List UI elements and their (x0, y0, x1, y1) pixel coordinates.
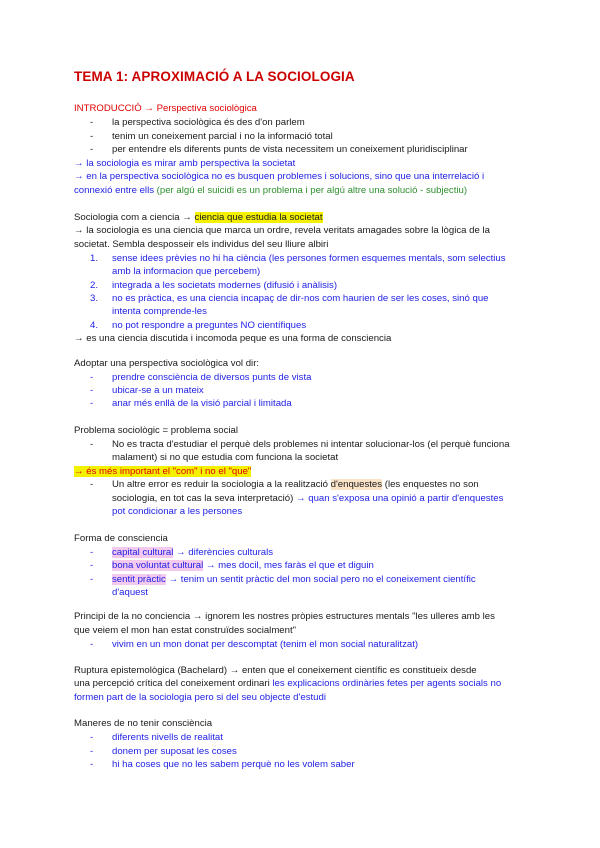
adoptar-bullet: - ubicar-se a un mateix (90, 385, 204, 396)
adoptar-heading: Adoptar una perspectiva sociològica vol dir: (74, 358, 260, 369)
forma-bullet-cont: d'aquest (112, 587, 148, 598)
ciencia-list-item: 2. integrada a les societats modernes (difusió i anàlisis) (90, 280, 338, 291)
ciencia-list-item: 3. no es pràctica, es una ciencia incapaç de dir-nos com haurien de ser les coses, sinó que (90, 293, 489, 304)
intro-arrow-line-cont: connexió entre ells (per algú el suicidi es un problema i per algú altre una solució - subjectiu) (74, 185, 468, 196)
principi-bullet: - vivim en un mon donat per descomptat (tenim el mon social naturalitzat) (90, 639, 419, 650)
adoptar-bullet: - anar més enllà de la visió parcial i limitada (90, 398, 292, 409)
ciencia-list-item: 1. sense idees prèvies no hi ha ciència (les persones formen esquemes mentals, som selectius (90, 253, 506, 264)
ruptura-paragraph: una percepció crítica del coneixement ordinari les explicacions ordinàries fetes per agents socials no (74, 678, 502, 689)
problema-heading: Problema sociològic = problema social (74, 425, 238, 436)
forma-bullet: - sentit pràctic → tenim un sentit pràctic del mon social pero no el coneixement científic (90, 574, 476, 585)
problema-bullet: - Un altre error es reduir la sociologia a la realització d'enquestes (les enquestes no son (90, 479, 479, 490)
ciencia-closing: → es una ciencia discutida i incomoda peque es una forma de consciencia (74, 333, 392, 344)
problema-bullet-cont: malament) si no que estudia com funciona la societat (112, 452, 339, 463)
page-title: TEMA 1: APROXIMACIÓ A LA SOCIOLOGIA (74, 69, 355, 84)
intro-bullet: - per entendre els diferents punts de vista necessitem un coneixement pluridisciplinar (90, 144, 468, 155)
intro-bullet: - tenim un coneixement parcial i no la informació total (90, 131, 333, 142)
ciencia-list-item: 4. no pot respondre a preguntes NO científiques (90, 320, 307, 331)
problema-bullet-cont: pot condicionar a les persones (112, 506, 243, 517)
maneres-bullet: - diferents nivells de realitat (90, 732, 223, 743)
ciencia-paragraph: → la sociologia es una ciencia que marca un ordre, revela veritats amagades sobre la lògica de la (74, 225, 490, 236)
ciencia-paragraph: societat. Sembla desposseir els individus del seu lliure albiri (74, 239, 329, 250)
forma-heading: Forma de consciencia (74, 533, 168, 544)
intro-arrow-line: → la sociologia es mirar amb perspectiva la societat (74, 158, 296, 169)
ciencia-heading: Sociologia com a ciencia → ciencia que estudia la societat (74, 212, 323, 223)
maneres-bullet: - hi ha coses que no les sabem perquè no les volem saber (90, 759, 355, 770)
maneres-bullet: - donem per suposat les coses (90, 746, 237, 757)
principi-paragraph: Principi de la no conciencia → ignorem les nostres pròpies estructures mentals "les ulleres amb les (74, 611, 495, 622)
problema-bullet: - No es tracta d'estudiar el perquè dels problemes ni intentar solucionar-los (el perquè funciona (90, 439, 510, 450)
forma-bullet: - capital cultural → diferències culturals (90, 547, 274, 558)
adoptar-bullet: - prendre consciència de diversos punts de vista (90, 372, 312, 383)
ciencia-list-item-cont: amb la informacion que percebem) (112, 266, 261, 277)
intro-bullet: - la perspectiva sociològica és des d'on parlem (90, 117, 305, 128)
forma-bullet: - bona voluntat cultural → mes docil, mes faràs el que et diguin (90, 560, 374, 571)
ruptura-paragraph: formen part de la sociologia pero si del seu objecte d'estudi (74, 692, 326, 703)
principi-paragraph: que veiem el mon han estat construïdes socialment" (74, 625, 297, 636)
intro-arrow-line: → en la perspectiva sociològica no es busquen problemes i solucions, sino que una interrelació i (74, 171, 485, 182)
maneres-heading: Maneres de no tenir consciència (74, 718, 213, 729)
problema-bullet-cont: sociologia, en tot cas la seva interpretació) → quan s'exposa una opinió a partir d'enquestes (112, 493, 504, 504)
ruptura-paragraph: Ruptura epistemològica (Bachelard) → enten que el coneixement científic es constitueix desde (74, 665, 477, 676)
ciencia-list-item-cont: intenta comprende-les (112, 306, 207, 317)
intro-heading: INTRODUCCIÓ → Perspectiva sociològica (74, 103, 257, 114)
problema-highlight: → és més important el "com" i no el "que" (74, 466, 252, 477)
